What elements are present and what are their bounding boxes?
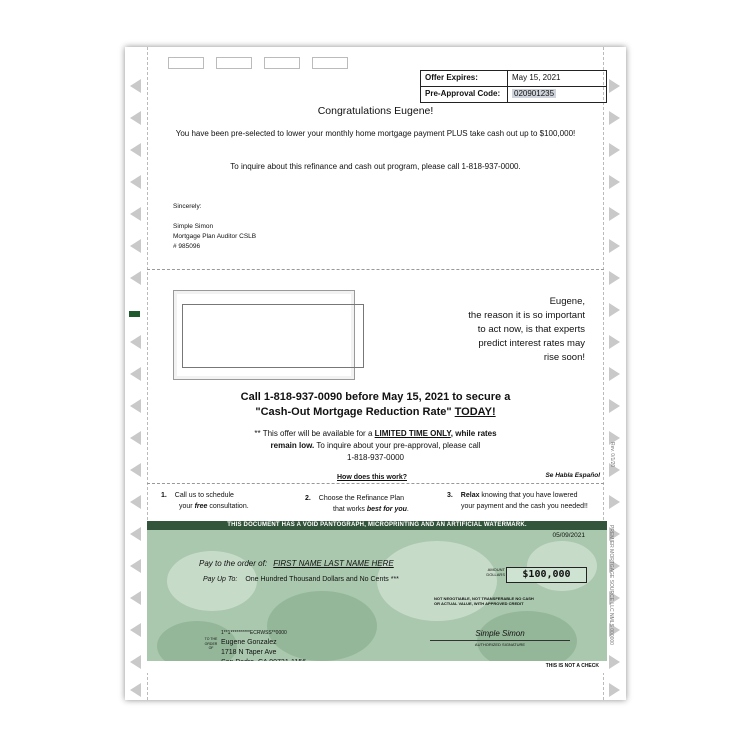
payee-placeholder: FIRST NAME LAST NAME HERE	[273, 559, 394, 568]
perforation-line	[147, 483, 604, 484]
headline-line-1: Call 1-818-937-0090 before May 15, 2021 to secure a	[240, 391, 511, 403]
perforation-tab	[264, 57, 300, 69]
tractor-hole-icon	[609, 399, 620, 413]
amount-label: AMOUNT DOLLARS	[486, 567, 505, 577]
to-the-order-of-label: TO THE ORDER OF	[204, 637, 218, 650]
tractor-hole-icon	[130, 175, 141, 189]
tractor-hole-icon	[130, 367, 141, 381]
tractor-hole-icon	[130, 271, 141, 285]
signer-title: Mortgage Plan Auditor CSLB	[173, 233, 257, 240]
letter-body-1: You have been pre-selected to lower your monthly home mortgage payment PLUS take cash out up to $100,000!	[175, 129, 576, 138]
signer-license: # 985096	[173, 243, 201, 250]
step-text: your	[179, 503, 195, 510]
step-emphasis: free	[194, 503, 208, 510]
spanish-note: Se Habla Español	[545, 472, 600, 479]
step-emphasis: Relax	[460, 492, 480, 499]
check-bottom-margin	[147, 661, 607, 673]
tractor-hole-icon	[130, 623, 141, 637]
tractor-hole-icon	[609, 143, 620, 157]
rate-name: "Cash-Out Mortgage Reduction Rate"	[255, 406, 455, 418]
step-text: Choose the Refinance Plan	[318, 495, 405, 502]
urgency-line: rise soon!	[543, 352, 585, 363]
check-date: 05/09/2021	[552, 532, 585, 539]
offer-expires-value: May 15, 2021	[512, 73, 561, 82]
offer-text-part: ** This offer will be available for a	[254, 429, 375, 438]
offer-phone: 1-818-937-0000	[347, 453, 404, 462]
urgency-line: predict interest rates may	[478, 338, 585, 349]
letter-greeting: Congratulations Eugene!	[317, 105, 434, 117]
tractor-hole-icon	[130, 527, 141, 541]
step-text: .	[406, 506, 409, 513]
step-text: consultation.	[207, 503, 249, 510]
step-2	[305, 493, 409, 515]
offer-text-part: To inquire about your pre-approval, please call	[314, 441, 481, 450]
registration-mark	[129, 311, 140, 317]
pay-to-line	[199, 559, 394, 568]
step-1	[161, 490, 249, 512]
tractor-hole-icon	[130, 655, 141, 669]
urgency-line: Eugene,	[549, 296, 585, 307]
tractor-hole-icon	[609, 303, 620, 317]
postal-barcode-line: 1**1**********ECRWSS**0000	[221, 630, 287, 636]
non-negotiable-note: NOT NEGOTIABLE, NOT TRANSFERABLE NO CASH OR ACTUAL VALUE, WITH APPROVED CREDIT	[434, 596, 534, 606]
security-banner: THIS DOCUMENT HAS A VOID PANTOGRAPH, MICROPRINTING AND AN ARTIFICIAL WATERMARK.	[147, 521, 607, 530]
recipient-name: Eugene Gonzalez	[221, 639, 277, 646]
signer-name: Simple Simon	[173, 223, 214, 230]
pay-up-to-line	[203, 576, 399, 583]
step-text: that works	[333, 506, 367, 513]
call-to-action	[147, 390, 604, 420]
offer-text-part: remain low.	[270, 441, 315, 450]
tractor-hole-icon	[609, 271, 620, 285]
tractor-hole-icon	[130, 591, 141, 605]
today-emphasis: TODAY!	[454, 406, 496, 418]
authorized-signature-label: AUTHORIZED SIGNATURE	[474, 642, 526, 647]
tractor-hole-icon	[130, 463, 141, 477]
pay-up-to-label: Pay Up To:	[203, 576, 238, 583]
tractor-hole-icon	[130, 79, 141, 93]
left-tractor-strip	[125, 47, 148, 700]
pantograph-pattern	[527, 541, 597, 591]
tractor-hole-icon	[609, 367, 620, 381]
step-text: Call us to schedule	[174, 492, 234, 499]
pay-to-label: Pay to the order of:	[199, 559, 268, 568]
how-it-works-heading: How does this work?	[337, 474, 408, 481]
step-3	[447, 490, 588, 512]
pay-up-to-amount: One Hundred Thousand Dollars and No Cents ***	[245, 576, 399, 583]
amount-box: $100,000	[506, 567, 587, 583]
signature-line	[430, 640, 570, 641]
tractor-hole-icon	[130, 495, 141, 509]
letter-body-2: To inquire about this refinance and cash out program, please call 1-818-937-0000.	[230, 162, 521, 171]
tractor-hole-icon	[609, 207, 620, 221]
step-number: 2.	[305, 495, 311, 502]
tractor-hole-icon	[130, 239, 141, 253]
letter-signature-block	[173, 222, 256, 252]
limited-time-emphasis: LIMITED TIME ONLY	[374, 429, 451, 438]
perforation-tab	[312, 57, 348, 69]
urgency-line: to act now, is that experts	[477, 324, 585, 335]
sample-check	[147, 521, 607, 673]
offer-text-part: , while rates	[450, 429, 497, 438]
tractor-hole-icon	[130, 683, 141, 697]
tractor-hole-icon	[130, 559, 141, 573]
envelope-window	[173, 290, 355, 380]
step-number: 3.	[447, 492, 453, 499]
urgency-line: the reason it is so important	[468, 310, 585, 321]
pre-approval-label: Pre-Approval Code:	[421, 87, 508, 102]
perforation-tab	[216, 57, 252, 69]
revision-code: Rev. 0/1/20	[609, 442, 615, 468]
urgency-message	[395, 295, 585, 365]
step-number: 1.	[161, 492, 167, 499]
not-a-check-notice: THIS IS NOT A CHECK	[545, 663, 599, 669]
perforation-line	[147, 269, 604, 270]
headline-line-2	[147, 405, 604, 420]
tractor-hole-icon	[130, 335, 141, 349]
mail-piece	[125, 47, 626, 700]
letter-closing: Sincerely:	[173, 203, 202, 210]
tractor-hole-icon	[130, 207, 141, 221]
tractor-hole-icon	[609, 655, 620, 669]
limited-offer-text	[147, 428, 604, 464]
step-text: knowing that you have lowered	[479, 492, 578, 499]
pre-approval-code: 020901235	[514, 89, 555, 98]
recipient-street: 1718 N Taper Ave	[221, 649, 277, 656]
tractor-hole-icon	[130, 143, 141, 157]
tractor-hole-icon	[609, 111, 620, 125]
tractor-hole-icon	[130, 431, 141, 445]
tractor-hole-icon	[609, 683, 620, 697]
tractor-hole-icon	[609, 79, 620, 93]
step-text: your payment and the cash you needed!!	[461, 503, 588, 510]
tractor-hole-icon	[130, 111, 141, 125]
tractor-hole-icon	[609, 175, 620, 189]
tractor-hole-icon	[609, 495, 620, 509]
tractor-hole-icon	[609, 239, 620, 253]
side-disclaimer: PREMIER MORTGAGE SOURCE LLC NMLS 000000	[608, 525, 614, 645]
tractor-hole-icon	[609, 335, 620, 349]
address-window	[182, 304, 364, 368]
offer-expires-label: Offer Expires:	[421, 71, 508, 86]
signature: Simple Simon	[475, 629, 525, 638]
perforation-tab	[168, 57, 204, 69]
step-emphasis: best for you	[366, 506, 407, 513]
offer-info-box	[420, 70, 607, 103]
tractor-hole-icon	[130, 399, 141, 413]
